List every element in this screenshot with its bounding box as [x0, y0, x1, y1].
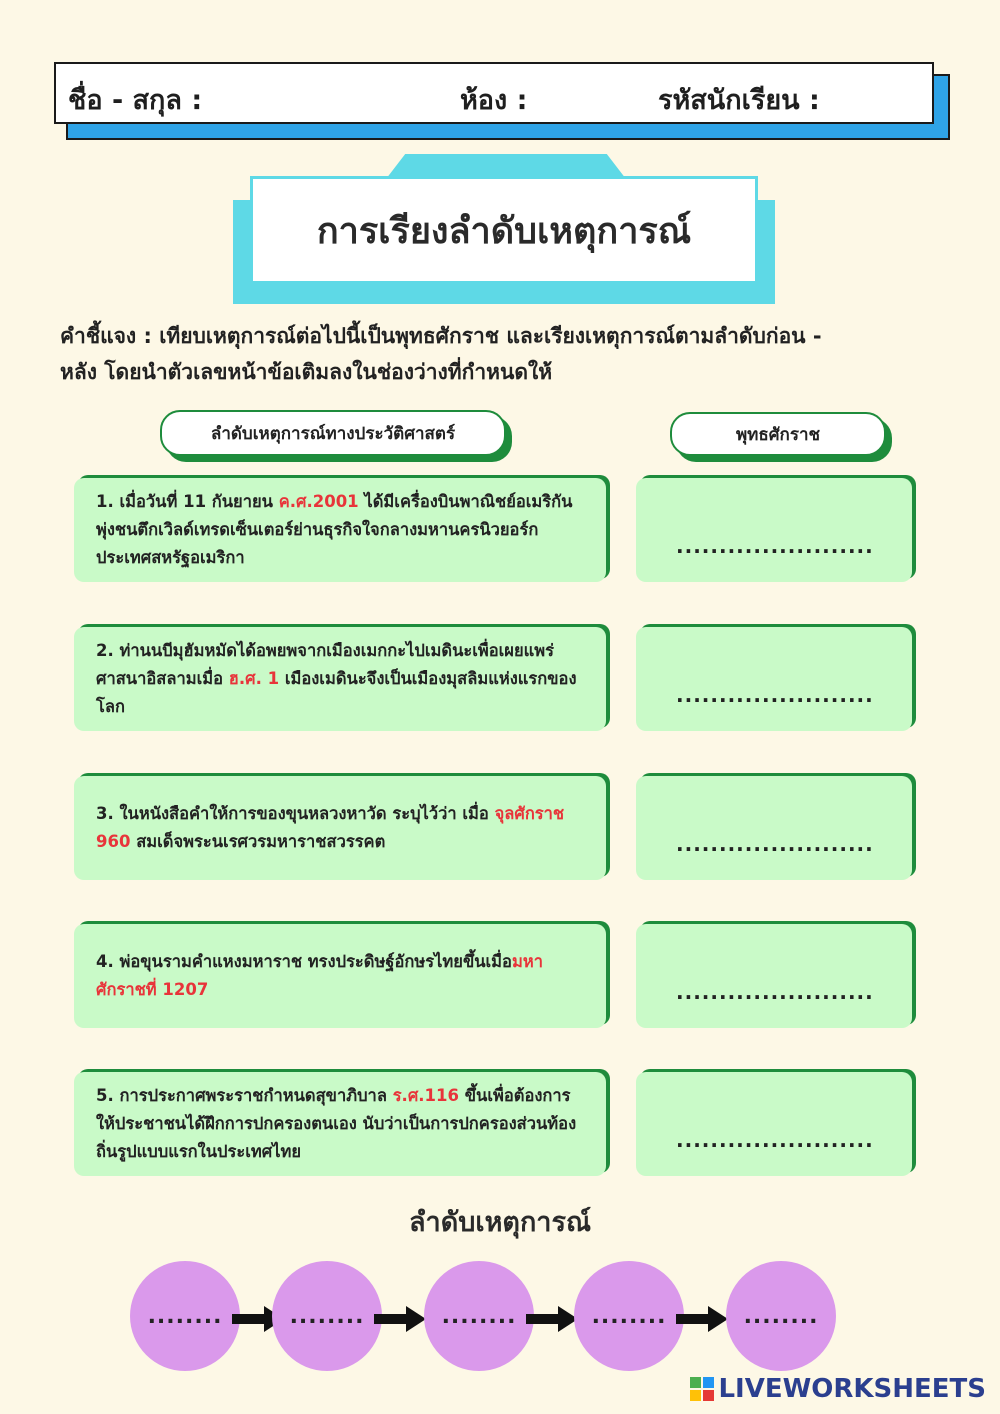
be-answer-blank[interactable]: .......................: [676, 683, 874, 707]
event-text-part: 5. การประกาศพระราชกำหนดสุขาภิบาล: [96, 1086, 393, 1105]
be-answer-box-3[interactable]: [636, 776, 912, 880]
be-answer-blank[interactable]: .......................: [676, 1128, 874, 1152]
sequence-title: ลำดับเหตุการณ์: [409, 1207, 591, 1238]
sequence-arrow-icon: [372, 1304, 428, 1334]
sequence-arrow-icon: [524, 1304, 580, 1334]
event-text: [96, 800, 586, 856]
instructions-line-2: หลัง โดยนำตัวเลขหน้าข้อเติมลงในช่องว่างที่กำหนดให้: [60, 360, 553, 384]
event-text: [96, 948, 586, 1004]
sequence-slot-5[interactable]: ........: [726, 1261, 836, 1371]
event-text-part: เมืองเมดินะจึงเป็นเมืองมุสลิมแห่งแรกของโลก: [96, 669, 577, 716]
student-info-bar: [54, 62, 934, 124]
student-id-label: รหัสนักเรียน :: [658, 85, 820, 116]
event-text-part: 2. ท่านนบีมุฮัมหมัดได้อพยพจากเมืองเมกกะไปเมดินะเพื่อเผยแพร่ศาสนาอิสลามเมื่อ: [96, 641, 554, 688]
events-column-header: ลำดับเหตุการณ์ทางประวัติศาสตร์: [160, 410, 506, 456]
be-answer-box-4[interactable]: [636, 924, 912, 1028]
room-label: ห้อง :: [460, 85, 528, 116]
page-title: การเรียงลำดับเหตุการณ์: [250, 176, 758, 284]
event-era-date: ฮ.ศ. 1: [228, 669, 280, 688]
be-answer-box-2[interactable]: [636, 627, 912, 731]
sequence-slot-2[interactable]: ........: [272, 1261, 382, 1371]
event-card-1: [74, 478, 606, 582]
sequence-arrow-icon: [674, 1304, 730, 1334]
event-era-date: มหาศักราชที่ 1207: [96, 952, 543, 999]
be-answer-blank[interactable]: .......................: [676, 534, 874, 558]
be-answer-blank[interactable]: .......................: [676, 980, 874, 1004]
event-era-date: ค.ศ.2001: [278, 492, 359, 511]
event-text-part: 3. ในหนังสือคำให้การของขุนหลวงหาวัด ระบุไว้ว่า เมื่อ: [96, 804, 495, 823]
sequence-slot-1[interactable]: ........: [130, 1261, 240, 1371]
event-text: [96, 1082, 586, 1166]
event-text-part: สมเด็จพระนเรศวรมหาราชสวรรคต: [130, 832, 386, 851]
event-text-part: 4. พ่อขุนรามคำแหงมหาราช ทรงประดิษฐ์อักษรไทยขึ้นเมื่อ: [96, 952, 512, 971]
be-column-header: พุทธศักราช: [670, 412, 886, 456]
instructions-line-1: คำชี้แจง : เทียบเหตุการณ์ต่อไปนี้เป็นพุทธศักราช และเรียงเหตุการณ์ตามลำดับก่อน -: [60, 324, 822, 348]
event-text-part: ได้มีเครื่องบินพาณิชย์อเมริกันพุ่งชนตึกเวิลด์เทรดเซ็นเตอร์ย่านธุรกิจใจกลางมหานครนิวยอร์ก ประเทศสหรัฐอเมริกา: [96, 492, 573, 567]
event-text-part: ขึ้นเพื่อต้องการให้ประชาชนได้ฝึกการปกครองตนเอง นับว่าเป็นการปกครองส่วนท้องถิ่นรูปแบบแรกในประเทศไทย: [96, 1086, 577, 1161]
instructions: [60, 318, 950, 390]
be-answer-box-1[interactable]: [636, 478, 912, 582]
event-era-date: จุลศักราช 960: [96, 804, 565, 851]
event-card-4: [74, 924, 606, 1028]
event-text: [96, 637, 586, 721]
event-text-part: 1. เมื่อวันที่ 11 กันยายน: [96, 492, 279, 511]
liveworksheets-icon: [690, 1377, 714, 1401]
liveworksheets-logo: [690, 1374, 986, 1404]
event-card-2: [74, 627, 606, 731]
event-text: [96, 488, 586, 572]
be-answer-box-5[interactable]: [636, 1072, 912, 1176]
brand-text: LIVEWORKSHEETS: [718, 1374, 986, 1404]
event-card-5: [74, 1072, 606, 1176]
be-answer-blank[interactable]: .......................: [676, 832, 874, 856]
name-label: ชื่อ - สกุล :: [68, 85, 203, 116]
sequence-slot-3[interactable]: ........: [424, 1261, 534, 1371]
event-card-3: [74, 776, 606, 880]
event-era-date: ร.ศ.116: [392, 1086, 460, 1105]
sequence-slot-4[interactable]: ........: [574, 1261, 684, 1371]
